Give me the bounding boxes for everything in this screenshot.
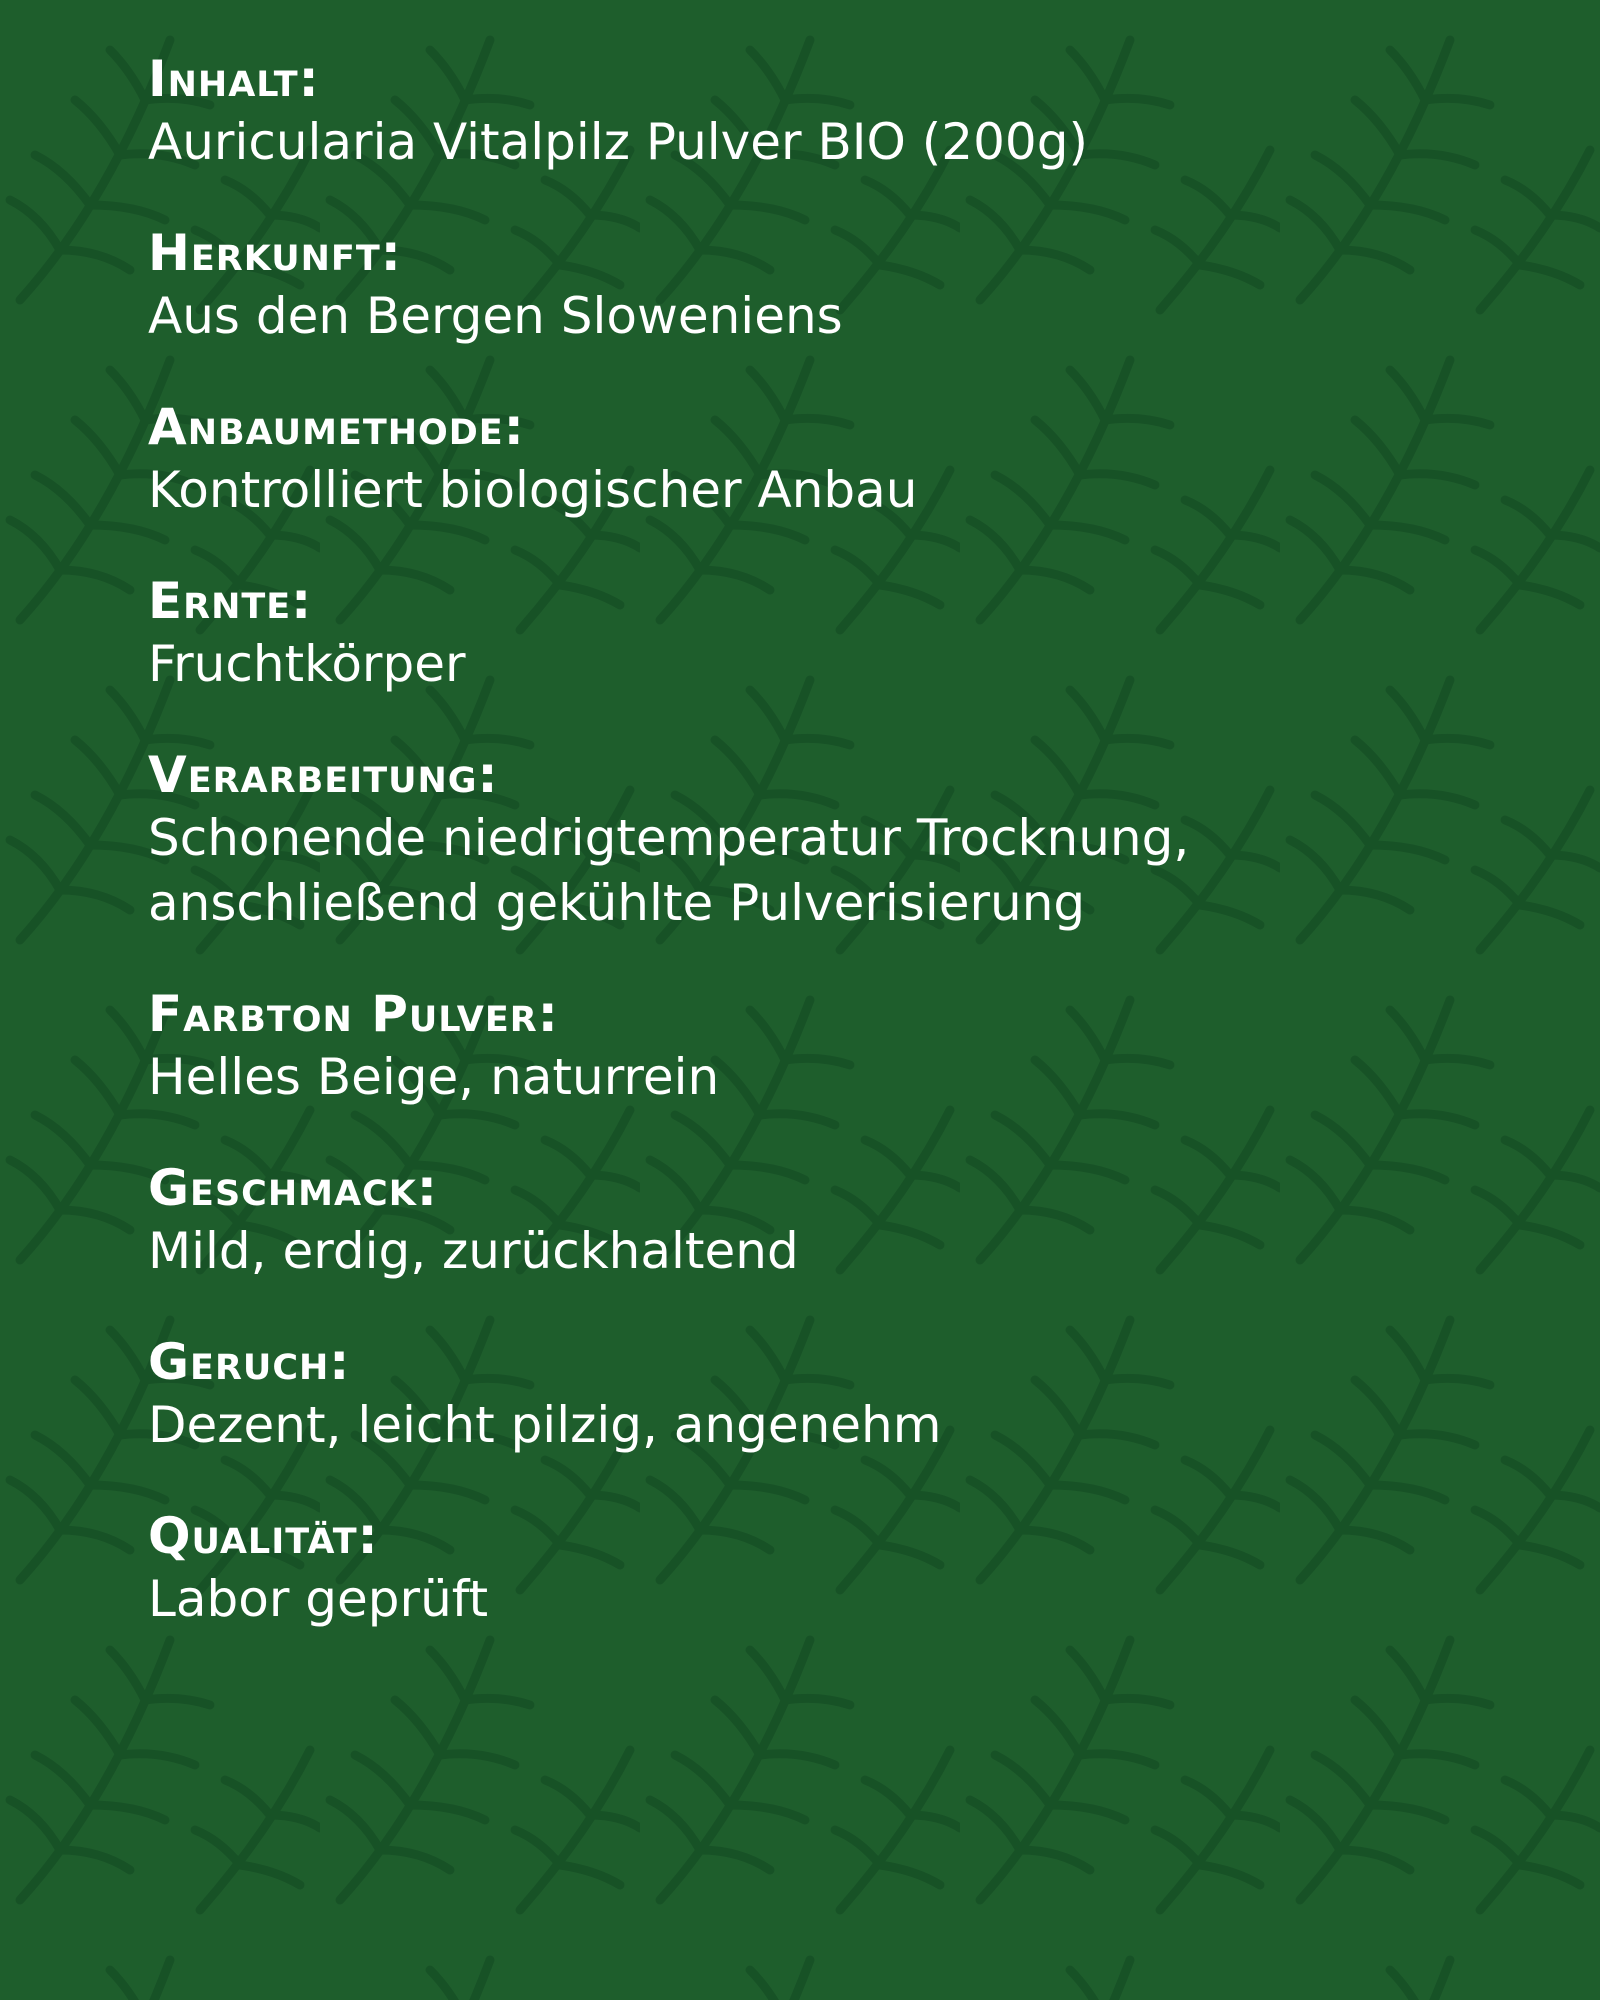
detail-section xyxy=(148,222,1528,349)
detail-value: Aus den Bergen Sloweniens xyxy=(148,287,843,345)
detail-value: Schonende niedrigtemperatur Trocknung, xyxy=(148,809,1190,867)
detail-value: Auricularia Vitalpilz Pulver BIO (200g) xyxy=(148,113,1088,171)
detail-label: Farbton Pulver: xyxy=(148,985,559,1043)
detail-value: Dezent, leicht pilzig, angenehm xyxy=(148,1396,942,1454)
detail-label: Anbaumethode: xyxy=(148,398,525,456)
detail-value: anschließend gekühlte Pulverisierung xyxy=(148,874,1086,932)
detail-section xyxy=(148,570,1528,697)
detail-label: Geschmack: xyxy=(148,1159,438,1217)
detail-label: Geruch: xyxy=(148,1333,351,1391)
detail-value: Helles Beige, naturrein xyxy=(148,1048,720,1106)
detail-section xyxy=(148,1505,1528,1632)
product-details xyxy=(148,48,1528,1679)
detail-section xyxy=(148,48,1528,175)
detail-section xyxy=(148,1157,1528,1284)
detail-section xyxy=(148,396,1528,523)
detail-value: Labor geprüft xyxy=(148,1570,489,1628)
detail-value: Mild, erdig, zurückhaltend xyxy=(148,1222,799,1280)
detail-section xyxy=(148,1331,1528,1458)
detail-label: Qualität: xyxy=(148,1507,379,1565)
detail-section xyxy=(148,744,1528,936)
detail-value: Kontrolliert biologischer Anbau xyxy=(148,461,918,519)
detail-label: Herkunft: xyxy=(148,224,402,282)
detail-label: Ernte: xyxy=(148,572,313,630)
detail-section xyxy=(148,983,1528,1110)
detail-label: Inhalt: xyxy=(148,50,320,108)
detail-label: Verarbeitung: xyxy=(148,746,499,804)
detail-value: Fruchtkörper xyxy=(148,635,466,693)
